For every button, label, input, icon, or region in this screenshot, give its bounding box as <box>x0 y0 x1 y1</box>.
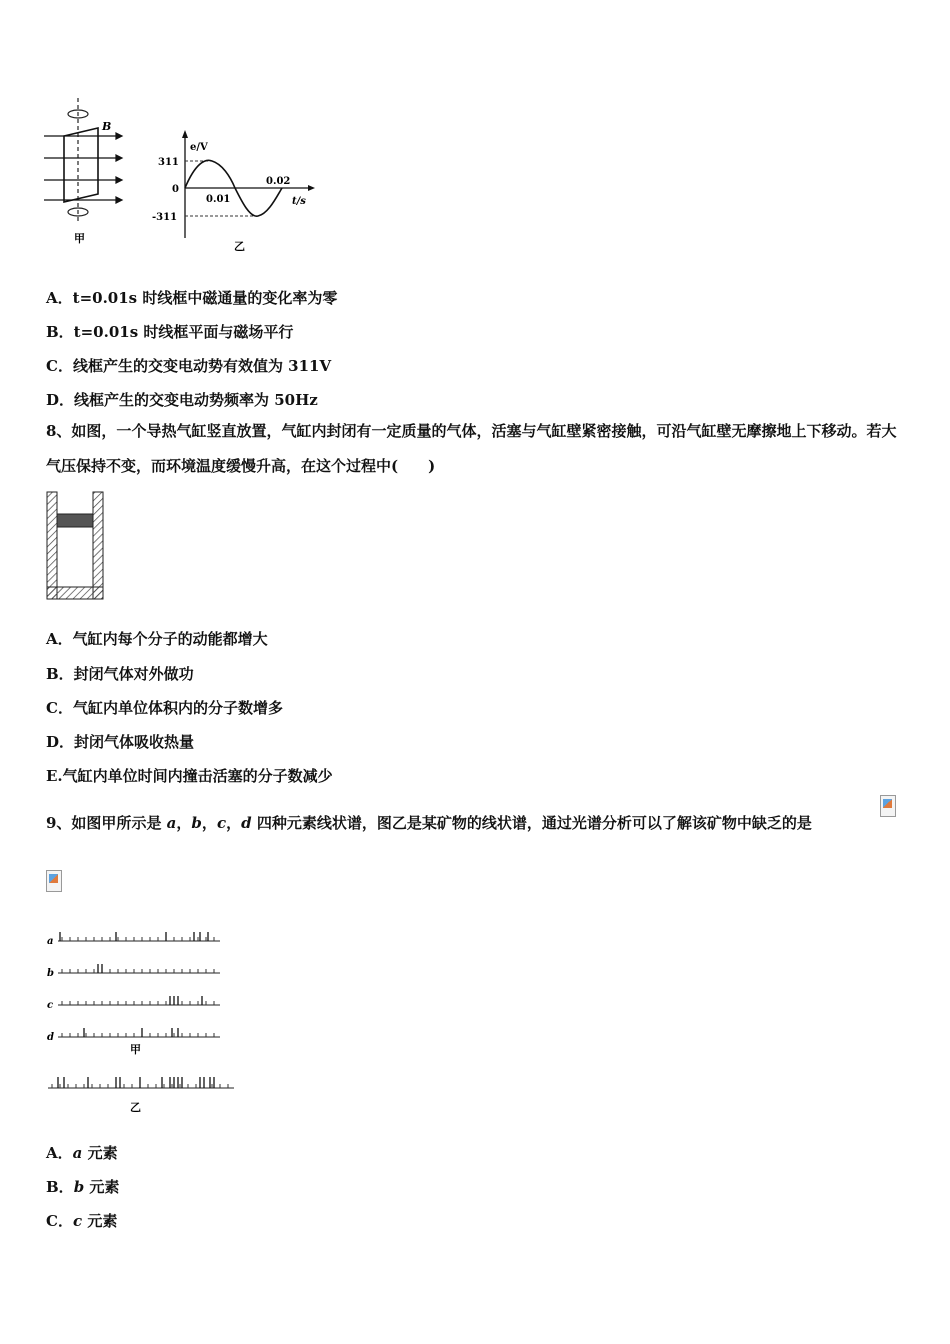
tick-311: 311 <box>158 157 179 168</box>
q9-option-a-letter: a <box>72 1144 83 1162</box>
q9-letter-a: a <box>166 814 177 832</box>
q9-sep-2: ， <box>201 814 217 832</box>
q9-letter-d: d <box>241 814 252 832</box>
q8-option-c[interactable]: C．气缸内单位体积内的分子数增多 <box>46 699 283 717</box>
broken-image-icon-2 <box>46 870 62 892</box>
figure-jia-label: 甲 <box>74 232 85 245</box>
q7-option-d[interactable]: D．线框产生的交变电动势频率为 50Hz <box>46 391 318 409</box>
tick-neg-311: -311 <box>152 212 178 223</box>
figure-yi-label: 乙 <box>234 240 245 253</box>
q9-option-b-prefix: B． <box>46 1178 74 1196</box>
spectrum-row-label-a: a <box>47 936 54 947</box>
piston <box>57 514 93 527</box>
q9-stem-suffix: 四种元素线状谱，图乙是某矿物的线状谱，通过光谱分析可以了解该矿物中缺乏的是 <box>251 814 812 832</box>
q7-option-b[interactable]: B．t=0.01s 时线框平面与磁场平行 <box>46 323 294 341</box>
q8-option-d[interactable]: D．封闭气体吸收热量 <box>46 733 195 751</box>
q9-sep-3: ， <box>226 814 242 832</box>
q9-option-c[interactable] <box>46 1210 117 1231</box>
tick-0: 0 <box>172 184 179 195</box>
q9-letter-b: b <box>191 814 202 832</box>
q9-option-b-suffix: 元素 <box>84 1178 120 1196</box>
spectra-yi-label: 乙 <box>130 1101 141 1114</box>
spectrum-row-label-c: c <box>47 1000 54 1011</box>
figure-emf-graph <box>150 98 320 256</box>
q8-option-a[interactable]: A．气缸内每个分子的动能都增大 <box>46 630 268 648</box>
q9-stem-prefix: 9、如图甲所示是 <box>46 814 167 832</box>
q8-option-e[interactable]: E.气缸内单位时间内撞击活塞的分子数减少 <box>46 767 333 785</box>
figure-line-spectra <box>44 925 244 1120</box>
axis-label-t: t/s <box>292 196 306 207</box>
field-label-b: B <box>102 120 112 133</box>
spectra-jia-label: 甲 <box>130 1043 141 1056</box>
tick-0-01: 0.01 <box>206 194 231 205</box>
q9-option-a[interactable] <box>46 1142 118 1163</box>
figure-gas-cylinder <box>46 491 106 601</box>
q7-option-a[interactable]: A．t=0.01s 时线框中磁通量的变化率为零 <box>46 289 338 307</box>
q7-option-c[interactable]: C．线框产生的交变电动势有效值为 311V <box>46 357 332 375</box>
q9-option-b-letter: b <box>73 1178 85 1196</box>
q9-sep-1: ， <box>176 814 192 832</box>
axis-label-e: e/V <box>190 142 208 153</box>
figure-coil-in-field <box>40 96 130 256</box>
spectrum-row-label-b: b <box>47 968 54 979</box>
q9-option-a-prefix: A． <box>46 1144 73 1162</box>
q9-stem <box>46 812 812 833</box>
q8-stem: 8、如图，一个导热气缸竖直放置，气缸内封闭有一定质量的气体，活塞与气缸壁紧密接触，可沿气缸壁无摩擦地上下移动。若大气压保持不变，而环境温度缓慢升高，在这个过程中( ) <box>46 422 897 475</box>
q9-option-c-suffix: 元素 <box>82 1212 118 1230</box>
q9-option-b[interactable] <box>46 1176 119 1197</box>
q8-option-b[interactable]: B．封闭气体对外做功 <box>46 665 194 683</box>
spectrum-row-label-d: d <box>47 1032 54 1043</box>
q9-option-c-letter: c <box>72 1212 83 1230</box>
q9-option-c-prefix: C． <box>46 1212 73 1230</box>
tick-0-02: 0.02 <box>266 176 291 187</box>
q9-letter-c: c <box>216 814 227 832</box>
q9-option-a-suffix: 元素 <box>82 1144 118 1162</box>
broken-image-icon <box>880 795 896 817</box>
